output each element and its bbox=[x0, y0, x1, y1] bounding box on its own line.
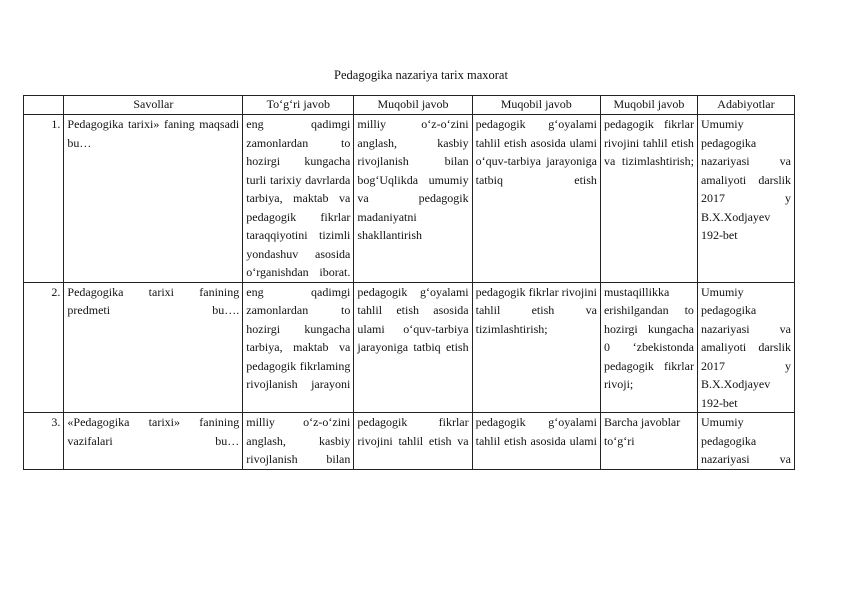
alternative-answer-cell: pedagogik g‘oyalami tahlil etish asosida ulami o‘quv-tarbiya jarayoniga tatbiq etish bbox=[354, 282, 472, 413]
row-number: 3. bbox=[24, 413, 64, 470]
table-row bbox=[24, 413, 795, 470]
alternative-answer-cell: mustaqillikka erishilgandan to hozirgi kungacha 0 ‘zbekistonda pedagogik fikrlar rivoji; bbox=[600, 282, 697, 413]
table-row bbox=[24, 115, 795, 283]
header-correct-answer: To‘g‘ri javob bbox=[243, 96, 354, 115]
question-cell: «Pedagogika tarixi» fanining vazifalari bu… bbox=[64, 413, 243, 470]
correct-answer-cell: eng qadimgi zamonlardan to hozirgi kungacha turli tarixiy davrlarda tarbiya, maktab va pedagogik fikrlar taraqqiyotini tizimli yondashuv asosida o‘rganishdan iborat. bbox=[243, 115, 354, 283]
header-alternative-answer-2: Muqobil javob bbox=[472, 96, 600, 115]
header-literature: Adabiyotlar bbox=[697, 96, 794, 115]
question-cell: Pedagogika tarixi» faning maqsadi bu… bbox=[64, 115, 243, 283]
alternative-answer-cell: pedagogik g‘oyalami tahlil etish asosida ulami o‘quv-tarbiya jarayoniga tatbiq etish bbox=[472, 115, 600, 283]
alternative-answer-cell: pedagogik fikrlar rivojini tahlil etish va tizimlashtirish; bbox=[600, 115, 697, 283]
literature-cell: Umumiy pedagogika nazariyasi va bbox=[697, 413, 794, 470]
alternative-answer-cell: milliy o‘z-o‘zini anglash, kasbiy rivojlanish bilan bog‘Uqlikda umumiy va pedagogik madaniyatni shakllantirish bbox=[354, 115, 472, 283]
question-cell: Pedagogika tarixi fanining predmeti bu…. bbox=[64, 282, 243, 413]
correct-answer-cell: eng qadimgi zamonlardan to hozirgi kungacha tarbiya, maktab va pedagogik fikrlaming rivojlanish jarayoni bbox=[243, 282, 354, 413]
document-title: Pedagogika nazariya tarix maxorat bbox=[334, 68, 508, 82]
alternative-answer-cell: Barcha javoblar to‘g‘ri bbox=[600, 413, 697, 470]
row-number: 2. bbox=[24, 282, 64, 413]
table-row bbox=[24, 282, 795, 413]
alternative-answer-cell: pedagogik fikrlar rivojini tahlil etish va bbox=[354, 413, 472, 470]
alternative-answer-cell: pedagogik g‘oyalami tahlil etish asosida ulami bbox=[472, 413, 600, 470]
header-alternative-answer-3: Muqobil javob bbox=[600, 96, 697, 115]
table-header-row bbox=[24, 96, 795, 115]
header-alternative-answer-1: Muqobil javob bbox=[354, 96, 472, 115]
literature-cell: Umumiy pedagogika nazariyasi va amaliyoti darslik 2017 y B.X.Xodjayev 192-bet bbox=[697, 115, 794, 283]
header-questions: Savollar bbox=[64, 96, 243, 115]
literature-cell: Umumiy pedagogika nazariyasi va amaliyoti darslik 2017 y B.X.Xodjayev 192-bet bbox=[697, 282, 794, 413]
row-number: 1. bbox=[24, 115, 64, 283]
alternative-answer-cell: pedagogik fikrlar rivojini tahlil etish va tizimlashtirish; bbox=[472, 282, 600, 413]
questions-table bbox=[23, 95, 795, 470]
correct-answer-cell: milliy o‘z-o‘zini anglash, kasbiy rivojlanish bilan bbox=[243, 413, 354, 470]
header-number bbox=[24, 96, 64, 115]
